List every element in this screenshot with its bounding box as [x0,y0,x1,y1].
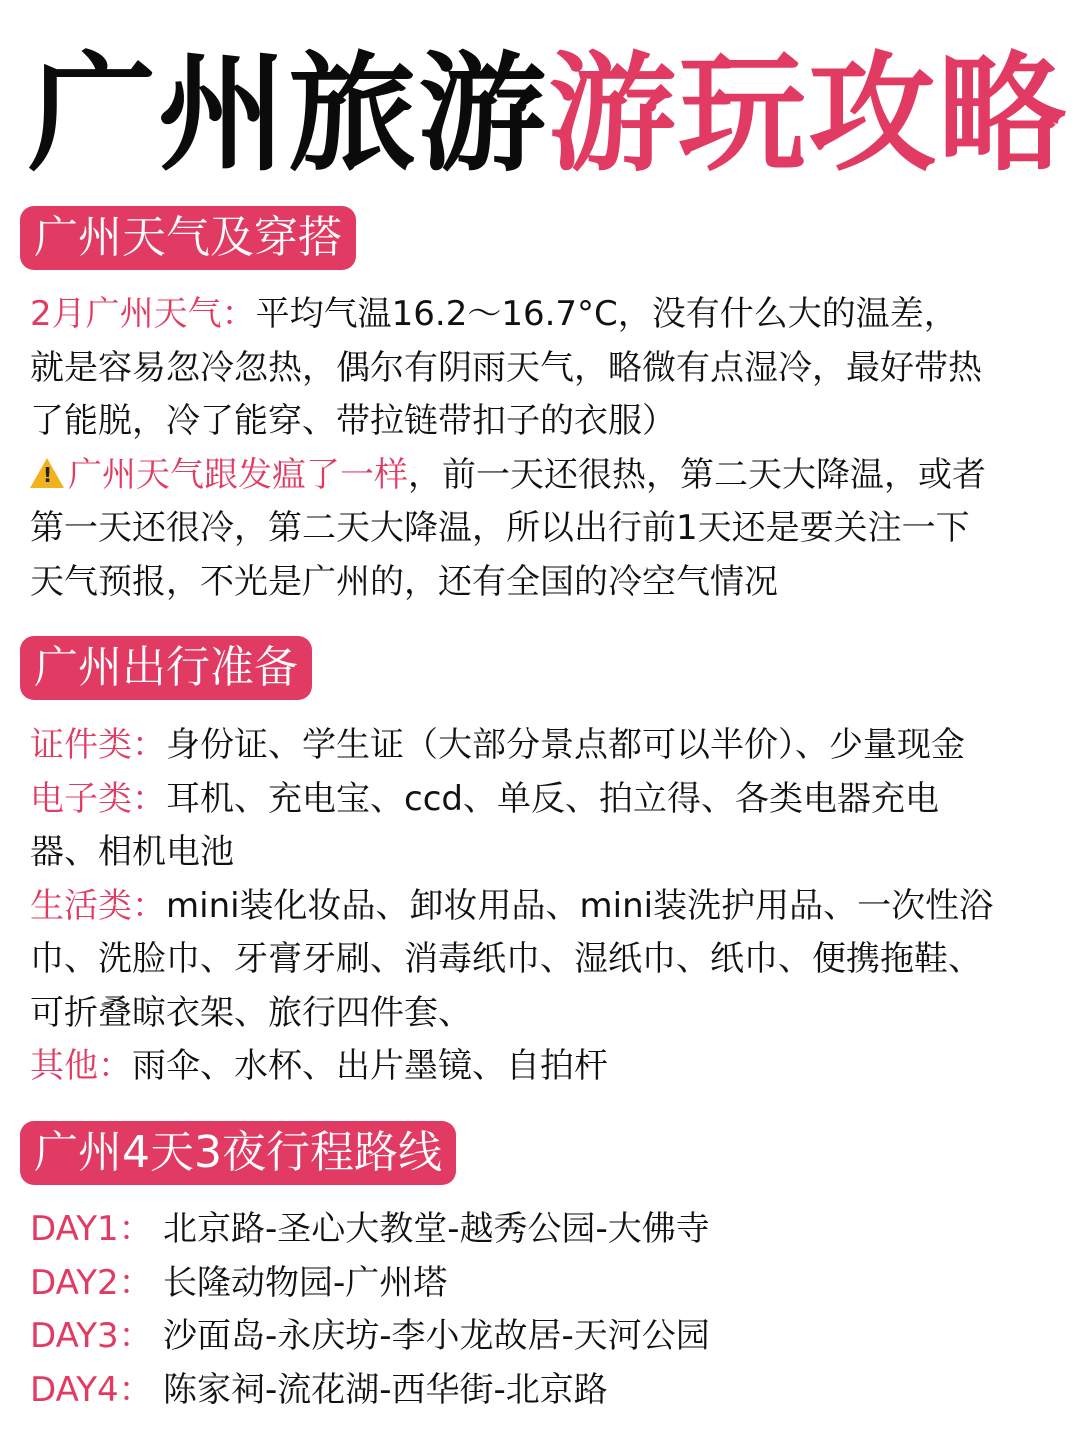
weather-warning-key: 广州天气跟发瘟了一样 [68,454,408,495]
route-day-key: DAY2： [30,1262,153,1303]
route-paragraph [30,1203,1060,1417]
prep-electronics-key: 电子类： [30,778,166,819]
route-day-key: DAY1： [30,1209,153,1249]
section-tag-prep: 广州出行准备 [20,636,312,700]
section-tag-route: 广州4天3夜行程路线 [20,1121,456,1185]
prep-life-line3: 可折叠晾衣架、旅行四件套、 [30,992,472,1033]
page-title [28,40,1068,190]
route-day-text: 北京路-圣心大教堂-越秀公园-大佛寺 [163,1209,710,1249]
weather-line [30,288,1060,342]
weather-paragraph [30,288,1060,609]
weather-intro-key: 2月广州天气： [30,294,256,334]
prep-other-line [30,1040,1060,1094]
route-day-row [30,1203,1060,1257]
weather-warning-line [30,449,1060,503]
prep-docs-text: 身份证、学生证（大部分景点都可以半价）、少量现金 [166,725,965,765]
weather-line: 就是容易忽冷忽热，偶尔有阴雨天气，略微有点湿冷，最好带热 [30,347,982,388]
weather-line: 了能脱，冷了能穿、带拉链带扣子的衣服） [30,401,676,441]
route-day-row [30,1364,1060,1418]
section-tag-weather: 广州天气及穿搭 [20,206,356,270]
weather-warning-text: ，前一天还很热，第二天大降温，或者 [408,454,986,495]
weather-line: 第一天还很冷，第二天大降温，所以出行前1天还是要关注一下 [30,508,970,548]
weather-line: 天气预报，不光是广州的，还有全国的冷空气情况 [30,561,778,602]
prep-docs-line [30,719,1060,773]
title-pink-part: 游玩攻略 [548,40,1069,189]
route-day-key: DAY4： [30,1369,153,1410]
prep-life-line2: 巾、洗脸巾、牙膏牙刷、消毒纸巾、湿纸巾、纸巾、便携拖鞋、 [30,939,982,979]
route-day-row [30,1310,1060,1364]
prep-paragraph [30,719,1060,1094]
prep-life-key: 生活类： [30,885,166,926]
prep-electronics-line2: 器、相机电池 [30,832,234,872]
prep-electronics-line [30,773,1060,827]
weather-intro-text: 平均气温16.2～16.7°C，没有什么大的温差， [255,294,958,334]
prep-other-text: 雨伞、水杯、出片墨镜、自拍杆 [132,1046,608,1086]
route-day-text: 沙面岛-永庆坊-李小龙故居-天河公园 [163,1316,710,1356]
route-day-key: DAY3： [30,1316,153,1356]
prep-electronics-text: 耳机、充电宝、ccd、单反、拍立得、各类电器充电 [166,778,939,819]
route-day-row [30,1257,1060,1311]
title-black-part: 广州旅游 [28,40,549,189]
prep-docs-key: 证件类： [30,725,166,765]
prep-other-key: 其他： [30,1046,132,1086]
prep-life-text: mini装化妆品、卸妆用品、mini装洗护用品、一次性浴 [166,885,994,926]
warning-icon [30,458,64,488]
route-day-text: 陈家祠-流花湖-西华街-北京路 [163,1369,608,1410]
prep-life-line [30,880,1060,934]
route-day-text: 长隆动物园-广州塔 [163,1262,448,1303]
